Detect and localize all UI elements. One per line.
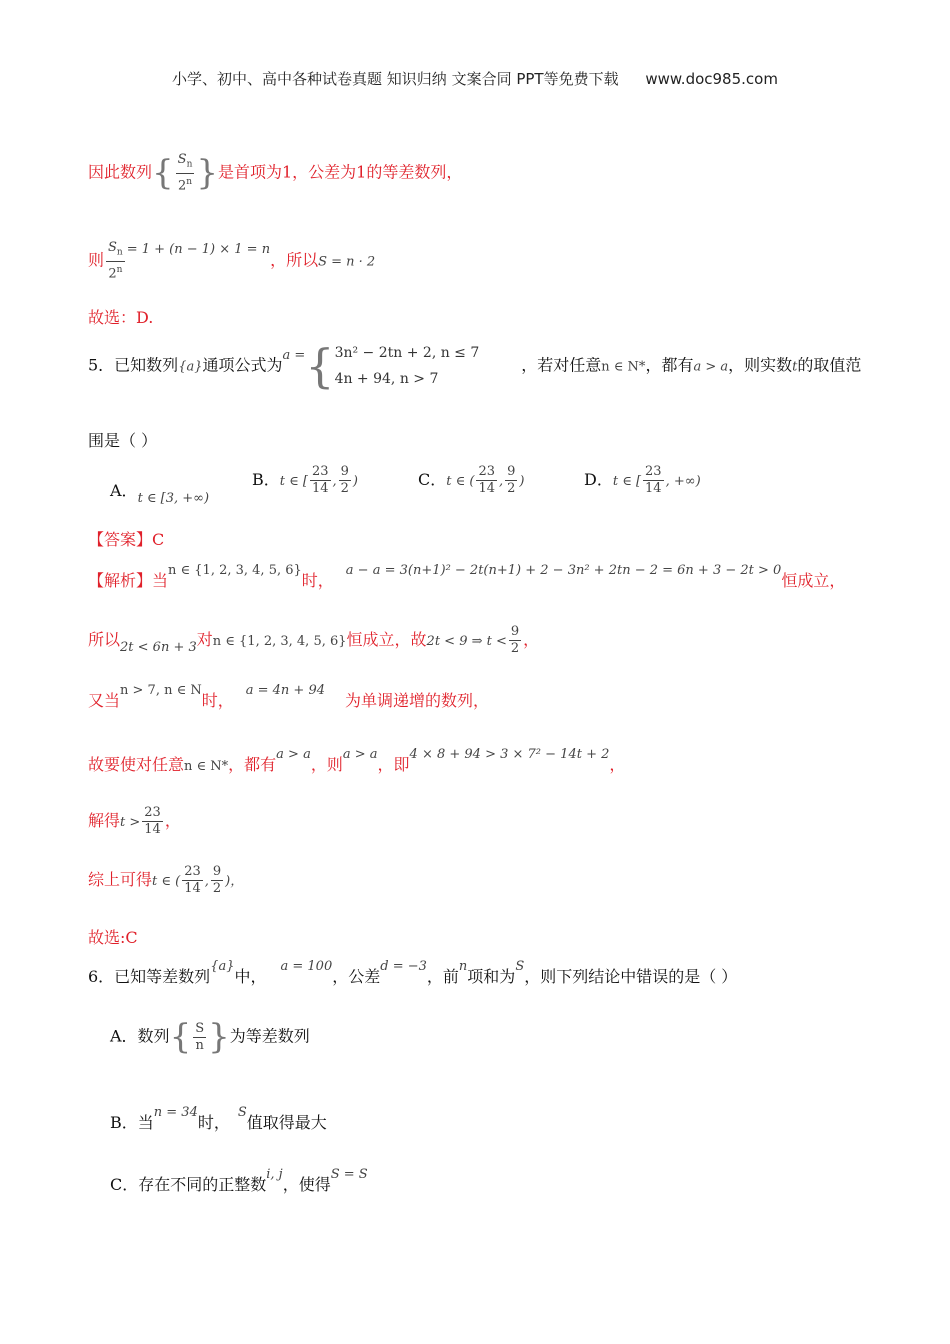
n-in-N-star: n ∈ N*	[601, 359, 646, 375]
piecewise-row-2: 4n + 94, n > 7	[334, 371, 439, 387]
equation: = 1 + (n − 1) × 1 = n	[126, 242, 271, 258]
header-text: 小学、初中、高中各种试卷真题 知识归纳 文案合同 PPT等免费下载	[172, 70, 619, 88]
page-header	[0, 68, 950, 89]
sn-formula: S = n · 2	[318, 254, 376, 270]
q5-solution-1: 【解析】当$^{n \in \{1, 2, 3, 4, 5, 6\}}$时，$^{a - a = 3(n+1)^2 - 2t(n+1) + 2 - 3n^2 + 2tn - 2 = 6n + 3 - 2t > 0}$恒成立，	[88, 563, 846, 590]
header-site: www.doc985.com	[645, 70, 778, 88]
q5-answer: 【答案】C	[88, 530, 165, 549]
q5-solution-3: 又当$^{n > 7, n \in N}$时，$^{a = 4n + 94}$为单调递增的数列，	[88, 683, 490, 710]
q5-option-c: C．t ∈ ( $\frac{23}{14}$ , $\frac{9}{2}$ )	[418, 464, 525, 496]
q5-solution-2: 所以$_{2t < 6n + 3}$对n ∈ {1, 2, 3, 4, 5, 6}恒成立，故2t < 9 ⇒ t < $\frac{9}{2}$ ，	[88, 624, 540, 656]
prev-line-3: 故选：D.	[88, 308, 154, 327]
q5-solution-7: 故选:C	[88, 928, 138, 947]
left-brace: {	[152, 152, 174, 193]
prev-line-2: 则 $\frac{S_n}{2^n}$ $^{= 1 + (n - 1) \times 1 = n}$，所以S = n · 2	[88, 240, 376, 281]
q5-stem: 5．已知数列{a}通项公式为$^{a =}${ 3n² − 2tn + 2, n ≤ 7 4n + 94, n > 7 ，若对任意n ∈ N*，都有a > a，则实数t的取值范	[88, 339, 862, 393]
q5-solution-4: 故要使对任意n ∈ N*，都有$^{a > a}$，则$^{a > a}$，即$^{4 \times 8 + 94 > 3 \times 7^2 - 14t + 2}$，	[88, 747, 626, 774]
piecewise-system	[335, 340, 480, 392]
piecewise-brace: {	[305, 339, 335, 393]
piecewise-row-1: 3n² − 2tn + 2, n ≤ 7	[334, 345, 480, 361]
q5-solution-5: 解得t > $\frac{23}{14}$ ，	[88, 805, 181, 837]
q6-option-a: A．数列{ $\frac{S}{n}$ }为等差数列	[110, 1017, 310, 1057]
q6-option-b: B．当$^{n = 34}$时，$^S$值取得最大	[110, 1105, 327, 1132]
prev-line-1: 因此数列{ $\frac{S_n}{2^n}$ }是首项为1，公差为1的等差数列，	[88, 152, 463, 193]
sn-over-2n-fraction: $\frac{S_n}{2^n}$	[108, 240, 123, 281]
an-symbol: a =	[282, 347, 306, 363]
sn-over-2n-fraction: $\frac{S_n}{2^n}$	[177, 152, 193, 193]
q5-option-b: B．t ∈ [ $\frac{23}{14}$ , $\frac{9}{2}$ )	[252, 464, 358, 496]
t-symbol: t	[792, 359, 798, 375]
sequence-symbol: {a}	[178, 359, 203, 375]
q5-option-a: A．$_{t \in [3, +\infty)}$	[110, 481, 210, 506]
an-ineq: a > a	[693, 359, 729, 375]
right-brace: }	[196, 152, 218, 193]
q5-stem-2: 围是（ ）	[88, 431, 158, 450]
q5-solution-6: 综上可得t ∈ ( $\frac{23}{14}$ , $\frac{9}{2}$ )，	[88, 864, 244, 896]
q5-option-d: D．t ∈ [ $\frac{23}{14}$ , +∞)	[584, 464, 701, 496]
q6-stem: 6．已知等差数列$^{\{a\}}$中，$^{a = 100}$，公差$^{d = -3}$，前$^n$项和为$^S$，则下列结论中错误的是（ ）	[88, 959, 738, 986]
q6-option-c: C．存在不同的正整数$^{i, j}$，使得$^{S = S}$	[110, 1167, 368, 1194]
